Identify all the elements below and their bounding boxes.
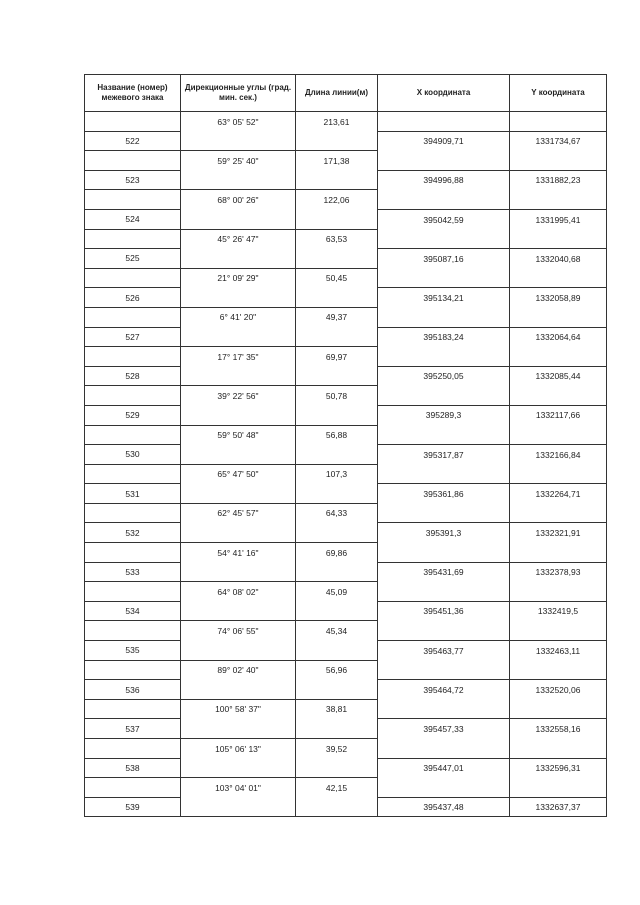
y-coordinate — [510, 660, 607, 680]
angle-cell — [181, 719, 296, 739]
angle-cell: 59° 50' 48" — [181, 425, 296, 445]
length-cell: 69,97 — [296, 347, 378, 367]
y-coordinate: 1332558,16 — [510, 719, 607, 739]
table-row — [85, 327, 607, 347]
header-point-name: Название (номер) межевого знака — [85, 75, 181, 112]
point-name — [85, 543, 181, 563]
table-row — [85, 445, 607, 465]
point-name — [85, 582, 181, 602]
x-coordinate: 395134,21 — [378, 288, 510, 308]
header-angle: Дирекционные углы (град. мин. сек.) — [181, 75, 296, 112]
table-header-row — [85, 75, 607, 112]
x-coordinate — [378, 386, 510, 406]
x-coordinate — [378, 464, 510, 484]
length-cell — [296, 327, 378, 347]
point-name: 527 — [85, 327, 181, 347]
length-cell — [296, 288, 378, 308]
point-name: 533 — [85, 562, 181, 582]
angle-cell: 103° 04' 01" — [181, 778, 296, 798]
table-row — [85, 621, 607, 641]
table-row — [85, 249, 607, 269]
y-coordinate: 1332264,71 — [510, 484, 607, 504]
y-coordinate: 1332419,5 — [510, 601, 607, 621]
angle-cell: 89° 02' 40" — [181, 660, 296, 680]
y-coordinate — [510, 268, 607, 288]
table-row — [85, 484, 607, 504]
x-coordinate — [378, 778, 510, 798]
y-coordinate: 1332520,06 — [510, 680, 607, 700]
length-cell — [296, 641, 378, 661]
table-row — [85, 719, 607, 739]
y-coordinate — [510, 425, 607, 445]
table-row — [85, 131, 607, 151]
y-coordinate — [510, 739, 607, 759]
length-cell: 45,09 — [296, 582, 378, 602]
length-cell — [296, 680, 378, 700]
x-coordinate: 395250,05 — [378, 366, 510, 386]
x-coordinate: 395042,59 — [378, 209, 510, 229]
y-coordinate — [510, 386, 607, 406]
table-row — [85, 405, 607, 425]
x-coordinate: 395447,01 — [378, 758, 510, 778]
y-coordinate: 1332064,64 — [510, 327, 607, 347]
table-body — [85, 112, 607, 817]
x-coordinate: 395463,77 — [378, 641, 510, 661]
y-coordinate: 1332321,91 — [510, 523, 607, 543]
angle-cell — [181, 131, 296, 151]
point-name — [85, 190, 181, 210]
table-row — [85, 307, 607, 327]
x-coordinate — [378, 739, 510, 759]
table-row — [85, 209, 607, 229]
point-name — [85, 739, 181, 759]
point-name: 539 — [85, 797, 181, 817]
length-cell: 63,53 — [296, 229, 378, 249]
angle-cell: 6° 41' 20" — [181, 307, 296, 327]
angle-cell — [181, 641, 296, 661]
table-row — [85, 347, 607, 367]
angle-cell — [181, 366, 296, 386]
length-cell: 50,78 — [296, 386, 378, 406]
angle-cell: 21° 09' 29" — [181, 268, 296, 288]
table-row — [85, 562, 607, 582]
point-name — [85, 229, 181, 249]
length-cell: 64,33 — [296, 503, 378, 523]
y-coordinate — [510, 112, 607, 132]
table-row — [85, 778, 607, 798]
x-coordinate — [378, 229, 510, 249]
y-coordinate — [510, 229, 607, 249]
x-coordinate — [378, 503, 510, 523]
length-cell: 38,81 — [296, 699, 378, 719]
length-cell: 122,06 — [296, 190, 378, 210]
coordinates-table — [84, 74, 607, 817]
point-name — [85, 268, 181, 288]
y-coordinate: 1332637,37 — [510, 797, 607, 817]
x-coordinate — [378, 543, 510, 563]
y-coordinate — [510, 347, 607, 367]
y-coordinate: 1331995,41 — [510, 209, 607, 229]
table-row — [85, 680, 607, 700]
angle-cell — [181, 601, 296, 621]
angle-cell — [181, 249, 296, 269]
y-coordinate: 1332085,44 — [510, 366, 607, 386]
x-coordinate: 395391,3 — [378, 523, 510, 543]
length-cell: 213,61 — [296, 112, 378, 132]
x-coordinate: 394909,71 — [378, 131, 510, 151]
length-cell — [296, 719, 378, 739]
table-row — [85, 660, 607, 680]
point-name: 525 — [85, 249, 181, 269]
y-coordinate — [510, 543, 607, 563]
point-name: 522 — [85, 131, 181, 151]
length-cell — [296, 249, 378, 269]
angle-cell — [181, 327, 296, 347]
angle-cell: 105° 06' 13" — [181, 739, 296, 759]
x-coordinate — [378, 190, 510, 210]
angle-cell: 62° 45' 57" — [181, 503, 296, 523]
table-row — [85, 288, 607, 308]
x-coordinate: 395183,24 — [378, 327, 510, 347]
x-coordinate — [378, 660, 510, 680]
x-coordinate — [378, 425, 510, 445]
x-coordinate: 395464,72 — [378, 680, 510, 700]
length-cell — [296, 170, 378, 190]
length-cell — [296, 562, 378, 582]
x-coordinate: 395289,3 — [378, 405, 510, 425]
x-coordinate: 395317,87 — [378, 445, 510, 465]
point-name: 524 — [85, 209, 181, 229]
y-coordinate — [510, 151, 607, 171]
length-cell: 50,45 — [296, 268, 378, 288]
angle-cell — [181, 445, 296, 465]
y-coordinate: 1332378,93 — [510, 562, 607, 582]
point-name: 531 — [85, 484, 181, 504]
angle-cell: 64° 08' 02" — [181, 582, 296, 602]
table-row — [85, 739, 607, 759]
length-cell: 56,88 — [296, 425, 378, 445]
y-coordinate: 1331734,67 — [510, 131, 607, 151]
angle-cell — [181, 523, 296, 543]
header-length: Длина линии(м) — [296, 75, 378, 112]
length-cell — [296, 405, 378, 425]
angle-cell: 39° 22' 56" — [181, 386, 296, 406]
y-coordinate — [510, 582, 607, 602]
length-cell: 69,86 — [296, 543, 378, 563]
y-coordinate: 1331882,23 — [510, 170, 607, 190]
angle-cell: 63° 05' 52" — [181, 112, 296, 132]
header-x: X координата — [378, 75, 510, 112]
length-cell: 171,38 — [296, 151, 378, 171]
table-row — [85, 758, 607, 778]
length-cell — [296, 445, 378, 465]
point-name: 528 — [85, 366, 181, 386]
x-coordinate — [378, 347, 510, 367]
length-cell: 39,52 — [296, 739, 378, 759]
y-coordinate — [510, 621, 607, 641]
angle-cell — [181, 758, 296, 778]
table-row — [85, 582, 607, 602]
x-coordinate: 395437,48 — [378, 797, 510, 817]
angle-cell — [181, 562, 296, 582]
length-cell: 56,96 — [296, 660, 378, 680]
table-row — [85, 386, 607, 406]
x-coordinate: 395361,86 — [378, 484, 510, 504]
angle-cell: 65° 47' 50" — [181, 464, 296, 484]
angle-cell — [181, 680, 296, 700]
point-name — [85, 464, 181, 484]
angle-cell — [181, 170, 296, 190]
table-row — [85, 797, 607, 817]
table-row — [85, 699, 607, 719]
y-coordinate: 1332040,68 — [510, 249, 607, 269]
header-y: Y координата — [510, 75, 607, 112]
point-name — [85, 778, 181, 798]
x-coordinate — [378, 151, 510, 171]
length-cell — [296, 366, 378, 386]
x-coordinate — [378, 112, 510, 132]
table-row — [85, 464, 607, 484]
x-coordinate: 395457,33 — [378, 719, 510, 739]
x-coordinate: 395087,16 — [378, 249, 510, 269]
angle-cell — [181, 484, 296, 504]
x-coordinate — [378, 268, 510, 288]
length-cell: 49,37 — [296, 307, 378, 327]
y-coordinate — [510, 307, 607, 327]
point-name: 530 — [85, 445, 181, 465]
x-coordinate: 395451,36 — [378, 601, 510, 621]
y-coordinate: 1332596,31 — [510, 758, 607, 778]
x-coordinate: 394996,88 — [378, 170, 510, 190]
point-name: 535 — [85, 641, 181, 661]
angle-cell — [181, 209, 296, 229]
x-coordinate — [378, 621, 510, 641]
table-row — [85, 641, 607, 661]
y-coordinate: 1332058,89 — [510, 288, 607, 308]
point-name: 526 — [85, 288, 181, 308]
x-coordinate — [378, 307, 510, 327]
point-name — [85, 112, 181, 132]
length-cell — [296, 601, 378, 621]
angle-cell: 74° 06' 55" — [181, 621, 296, 641]
y-coordinate: 1332463,11 — [510, 641, 607, 661]
angle-cell: 100° 58' 37" — [181, 699, 296, 719]
table-row — [85, 425, 607, 445]
angle-cell — [181, 797, 296, 817]
point-name — [85, 386, 181, 406]
length-cell: 107,3 — [296, 464, 378, 484]
point-name: 529 — [85, 405, 181, 425]
table-row — [85, 503, 607, 523]
table-row — [85, 112, 607, 132]
point-name: 523 — [85, 170, 181, 190]
x-coordinate — [378, 699, 510, 719]
length-cell — [296, 131, 378, 151]
length-cell: 45,34 — [296, 621, 378, 641]
table-row — [85, 151, 607, 171]
length-cell — [296, 523, 378, 543]
length-cell: 42,15 — [296, 778, 378, 798]
point-name — [85, 425, 181, 445]
point-name — [85, 347, 181, 367]
angle-cell — [181, 288, 296, 308]
table-row — [85, 190, 607, 210]
table-row — [85, 523, 607, 543]
angle-cell: 17° 17' 35" — [181, 347, 296, 367]
table-row — [85, 268, 607, 288]
x-coordinate — [378, 582, 510, 602]
length-cell — [296, 484, 378, 504]
point-name: 537 — [85, 719, 181, 739]
table-row — [85, 229, 607, 249]
y-coordinate: 1332166,84 — [510, 445, 607, 465]
point-name: 538 — [85, 758, 181, 778]
angle-cell: 45° 26' 47" — [181, 229, 296, 249]
y-coordinate — [510, 190, 607, 210]
length-cell — [296, 797, 378, 817]
angle-cell: 68° 00' 26" — [181, 190, 296, 210]
table-row — [85, 366, 607, 386]
y-coordinate — [510, 699, 607, 719]
table-row — [85, 170, 607, 190]
point-name: 534 — [85, 601, 181, 621]
point-name: 532 — [85, 523, 181, 543]
angle-cell: 59° 25' 40" — [181, 151, 296, 171]
y-coordinate — [510, 464, 607, 484]
table-row — [85, 601, 607, 621]
point-name — [85, 699, 181, 719]
length-cell — [296, 209, 378, 229]
length-cell — [296, 758, 378, 778]
y-coordinate: 1332117,66 — [510, 405, 607, 425]
x-coordinate: 395431,69 — [378, 562, 510, 582]
y-coordinate — [510, 778, 607, 798]
angle-cell: 54° 41' 16" — [181, 543, 296, 563]
point-name: 536 — [85, 680, 181, 700]
point-name — [85, 503, 181, 523]
y-coordinate — [510, 503, 607, 523]
point-name — [85, 621, 181, 641]
table-row — [85, 543, 607, 563]
point-name — [85, 307, 181, 327]
angle-cell — [181, 405, 296, 425]
point-name — [85, 151, 181, 171]
point-name — [85, 660, 181, 680]
